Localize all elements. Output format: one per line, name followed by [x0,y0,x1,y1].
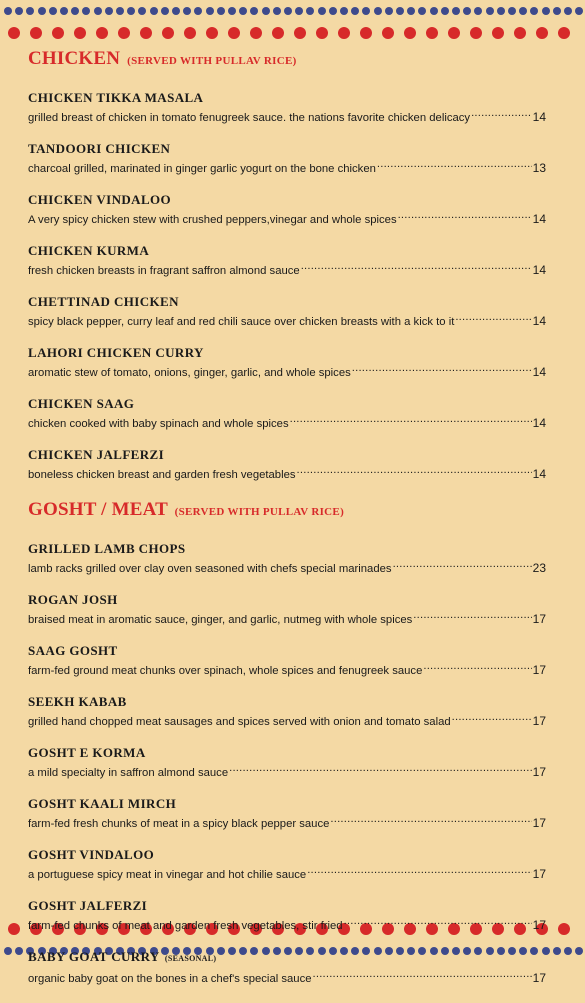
item-description-line [28,310,546,330]
item-description-line [28,157,546,177]
item-price: 14 [532,314,546,328]
item-name [28,90,548,106]
item-description: fresh chicken breasts in fragrant saffron almond sauce [28,265,300,277]
dot-leader [344,914,532,929]
item-name [28,796,548,812]
blue-dot [575,947,583,955]
item-name [28,345,548,361]
red-dot [558,923,570,935]
red-dot [558,27,570,39]
item-description-line [28,812,546,832]
red-dot [8,27,20,39]
item-name-text: LAHORI CHICKEN CURRY [28,345,204,360]
item-name-text: CHICKEN JALFERZI [28,447,165,462]
item-description: braised meat in aromatic sauce, ginger, and garlic, nutmeg with whole spices [28,614,413,626]
item-description-line [28,914,546,934]
item-price: 14 [532,263,546,277]
menu-item [28,694,548,730]
item-name [28,949,548,967]
blue-dot [150,7,158,15]
item-description: charcoal grilled, marinated in ginger garlic yogurt on the bone chicken [28,163,376,175]
red-dot [514,27,526,39]
red-dot [360,27,372,39]
item-price: 17 [532,816,546,830]
item-description: chicken cooked with baby spinach and whole spices [28,418,289,430]
blue-dot [94,7,102,15]
item-price: 14 [532,365,546,379]
item-name [28,898,548,914]
dot-leader [377,157,532,172]
red-dot [470,27,482,39]
red-dot [96,27,108,39]
dot-leader [398,208,532,223]
menu-item [28,447,548,483]
item-description-line [28,608,546,628]
item-price: 14 [532,212,546,226]
item-description-line [28,412,546,432]
red-dot [272,27,284,39]
blue-dot [138,7,146,15]
blue-dot [575,7,583,15]
item-name [28,141,548,157]
item-description: aromatic stew of tomato, onions, ginger, garlic, and whole spices [28,367,351,379]
item-description-line [28,967,546,987]
blue-dot [15,7,23,15]
red-dot [250,27,262,39]
item-name [28,294,548,310]
item-tag: (SEASONAL) [164,954,217,963]
blue-dot [318,7,326,15]
blue-dot [407,7,415,15]
section-title [28,48,548,70]
blue-dot [250,7,258,15]
blue-dot [71,7,79,15]
menu-item [28,796,548,832]
blue-dot [161,7,169,15]
section-subtitle: (SERVED WITH PULLAV RICE) [174,506,345,518]
red-dot [140,27,152,39]
red-dot [52,27,64,39]
menu-item [28,541,548,577]
item-name-text: GOSHT E KORMA [28,745,146,760]
item-name-text: ROGAN JOSH [28,592,118,607]
menu-item [28,345,548,381]
dot-leader [229,761,532,776]
section-title-text: CHICKEN [28,48,121,69]
menu-item [28,949,548,987]
item-description: organic baby goat on the bones in a chef's special sauce [28,973,312,985]
blue-dot [105,7,113,15]
blue-dot [553,947,561,955]
red-dot [382,27,394,39]
red-dot [206,27,218,39]
blue-dot [530,7,538,15]
red-dot [338,27,350,39]
item-name [28,694,548,710]
blue-dot [82,7,90,15]
blue-dot [564,7,572,15]
red-dot [294,27,306,39]
item-list [28,541,548,987]
menu-item [28,898,548,934]
item-description: spicy black pepper, curry leaf and red chili sauce over chicken breasts with a kick to it [28,316,455,328]
item-name-text: CHETTINAD CHICKEN [28,294,179,309]
dot-leader [393,557,532,572]
blue-dot [217,7,225,15]
dot-leader [313,967,532,982]
dot-leader [471,106,532,121]
menu-item [28,192,548,228]
item-name-text: CHICKEN SAAG [28,396,135,411]
top-dot-border-blue [0,4,585,18]
item-description: lamb racks grilled over clay oven seasoned with chefs special marinades [28,563,392,575]
menu-item [28,592,548,628]
blue-dot [26,7,34,15]
blue-dot [553,7,561,15]
item-name [28,447,548,463]
blue-dot [351,7,359,15]
red-dot [536,27,548,39]
blue-dot [463,7,471,15]
red-dot [118,27,130,39]
red-dot [448,27,460,39]
item-price: 13 [532,161,546,175]
menu-item [28,294,548,330]
item-name-text: CHICKEN VINDALOO [28,192,172,207]
blue-dot [262,7,270,15]
blue-dot [172,7,180,15]
item-name [28,192,548,208]
blue-dot [564,947,572,955]
item-description-line [28,106,546,126]
blue-dot [329,7,337,15]
blue-dot [396,7,404,15]
blue-dot [15,947,23,955]
item-name-text: GOSHT VINDALOO [28,847,155,862]
item-description: grilled breast of chicken in tomato fenugreek sauce. the nations favorite chicken delicacy [28,112,471,124]
section-gosht-meat [28,499,548,987]
item-price: 14 [532,467,546,481]
blue-dot [418,7,426,15]
red-dot [426,27,438,39]
blue-dot [486,7,494,15]
item-list [28,90,548,483]
blue-dot [273,7,281,15]
item-price: 14 [532,416,546,430]
dot-leader [307,863,531,878]
item-description: farm-fed chunks of meat and garden fresh vegetables, stir fried [28,920,343,932]
dot-leader [290,412,532,427]
blue-dot [60,7,68,15]
item-price: 14 [532,110,546,124]
item-description-line [28,761,546,781]
blue-dot [374,7,382,15]
blue-dot [228,7,236,15]
item-price: 17 [532,714,546,728]
blue-dot [542,7,550,15]
menu-item [28,90,548,126]
item-description: a portuguese spicy meat in vinegar and hot chilie sauce [28,869,307,881]
section-chicken [28,48,548,483]
item-name-text: SEEKH KABAB [28,694,127,709]
item-description: farm-fed fresh chunks of meat in a spicy black pepper sauce [28,818,330,830]
item-price: 17 [532,867,546,881]
blue-dot [306,7,314,15]
blue-dot [452,7,460,15]
dot-leader [297,463,532,478]
dot-leader [413,608,531,623]
menu-item [28,745,548,781]
item-name [28,847,548,863]
menu-item [28,141,548,177]
item-description-line [28,259,546,279]
item-name [28,243,548,259]
item-name-text: SAAG GOSHT [28,643,118,658]
section-title [28,499,548,521]
dot-leader [301,259,532,274]
blue-dot [362,7,370,15]
blue-dot [194,7,202,15]
blue-dot [4,7,12,15]
blue-dot [497,7,505,15]
red-dot [30,27,42,39]
blue-dot [38,7,46,15]
item-price: 17 [532,663,546,677]
red-dot [316,27,328,39]
item-name-text: GRILLED LAMB CHOPS [28,541,186,556]
section-title-text: GOSHT / MEAT [28,499,168,520]
dot-leader [330,812,531,827]
item-description-line [28,208,546,228]
blue-dot [116,7,124,15]
item-name [28,592,548,608]
item-price: 17 [532,918,546,932]
item-name [28,396,548,412]
menu-item [28,396,548,432]
item-description-line [28,710,546,730]
blue-dot [183,7,191,15]
item-name [28,745,548,761]
dot-leader [423,659,531,674]
blue-dot [430,7,438,15]
blue-dot [127,7,135,15]
menu-item [28,243,548,279]
item-description-line [28,463,546,483]
dot-leader [455,310,531,325]
blue-dot [519,7,527,15]
item-description-line [28,557,546,577]
item-description-line [28,659,546,679]
blue-dot [340,7,348,15]
item-description: boneless chicken breast and garden fresh vegetables [28,469,296,481]
item-name [28,643,548,659]
item-description: grilled hand chopped meat sausages and spices served with onion and tomato salad [28,716,451,728]
dot-leader [452,710,532,725]
item-name-text: TANDOORI CHICKEN [28,141,171,156]
item-description: a mild specialty in saffron almond sauce [28,767,229,779]
red-dot [404,27,416,39]
item-description: farm-fed ground meat chunks over spinach, whole spices and fenugreek sauce [28,665,423,677]
item-price: 17 [532,765,546,779]
red-dot [184,27,196,39]
item-description-line [28,361,546,381]
section-subtitle: (SERVED WITH PULLAV RICE) [127,55,297,67]
item-price: 17 [532,971,546,985]
blue-dot [4,947,12,955]
item-name-text: GOSHT KAALI MIRCH [28,796,177,811]
blue-dot [206,7,214,15]
blue-dot [49,7,57,15]
blue-dot [474,7,482,15]
item-name-text: BABY GOAT CURRY [28,949,160,964]
item-name-text: GOSHT JALFERZI [28,898,148,913]
blue-dot [441,7,449,15]
dot-leader [352,361,532,376]
blue-dot [295,7,303,15]
blue-dot [508,7,516,15]
menu-item [28,643,548,679]
item-price: 23 [532,561,546,575]
blue-dot [284,7,292,15]
red-dot [162,27,174,39]
top-dot-border-red [0,26,585,40]
red-dot [228,27,240,39]
item-description-line [28,863,546,883]
item-name-text: CHICKEN KURMA [28,243,150,258]
red-dot [492,27,504,39]
menu-content [28,48,548,1003]
red-dot [8,923,20,935]
red-dot [74,27,86,39]
blue-dot [239,7,247,15]
item-price: 17 [532,612,546,626]
item-description: A very spicy chicken stew with crushed peppers,vinegar and whole spices [28,214,397,226]
blue-dot [385,7,393,15]
item-name-text: CHICKEN TIKKA MASALA [28,90,204,105]
menu-item [28,847,548,883]
item-name [28,541,548,557]
